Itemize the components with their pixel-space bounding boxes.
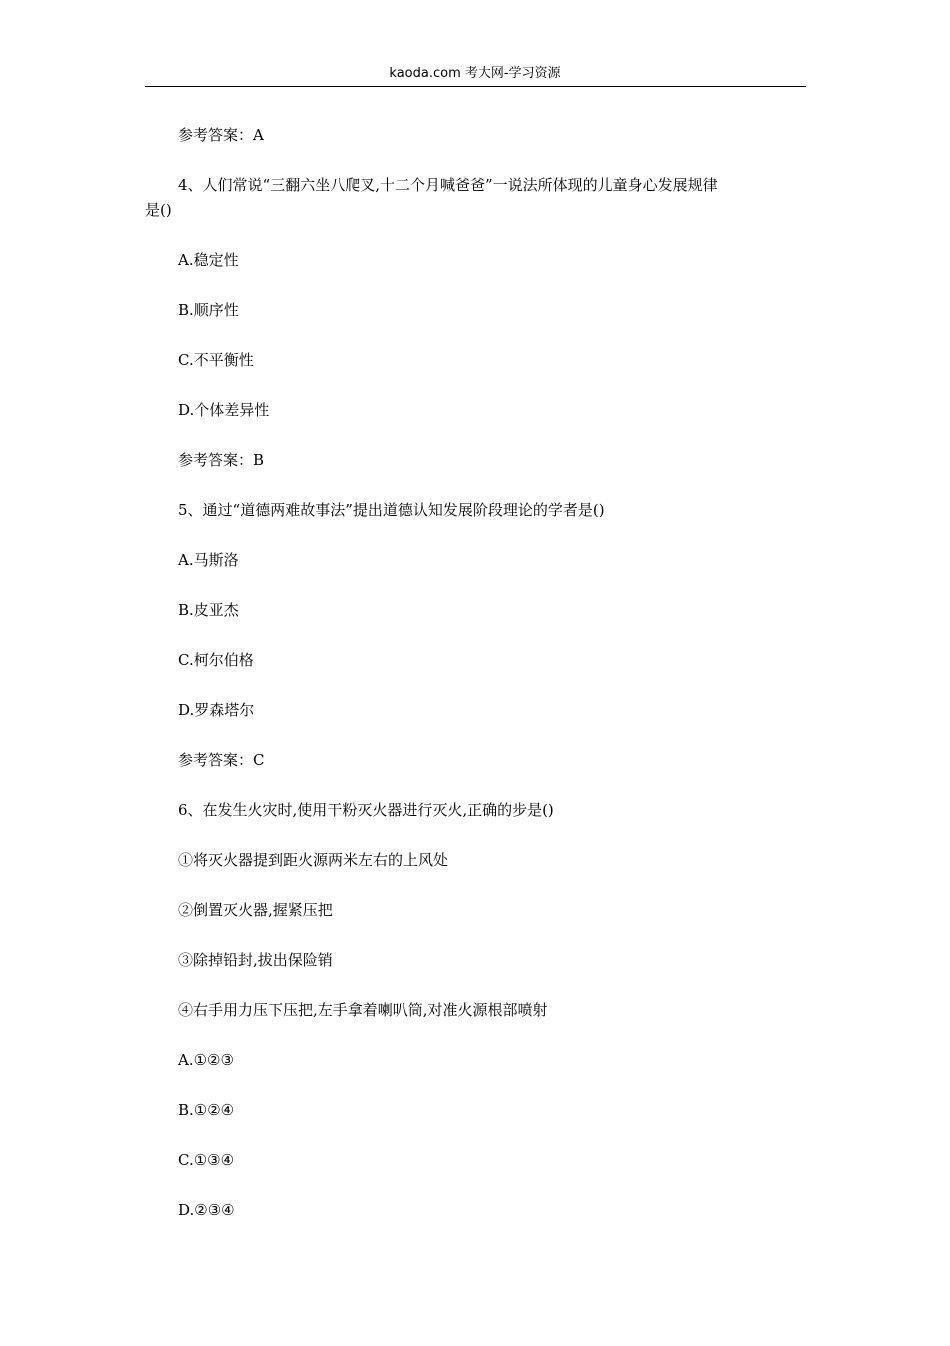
q4-option-b: B.顺序性 <box>178 301 239 319</box>
q6-option-d: D.②③④ <box>178 1201 235 1219</box>
q4-stem-line1: 4、人们常说“三翻六坐八爬叉,十二个月喊爸爸”一说法所体现的儿童身心发展规律 <box>178 176 718 194</box>
q6-step-3: ③除掉铅封,拔出保险销 <box>178 951 333 969</box>
answer-q3: 参考答案：A <box>178 126 264 144</box>
q5-option-d: D.罗森塔尔 <box>178 701 255 719</box>
q6-option-a: A.①②③ <box>178 1051 234 1069</box>
q4-answer: 参考答案：B <box>178 451 265 469</box>
q4-option-a: A.稳定性 <box>178 251 239 269</box>
q6-step-2: ②倒置灭火器,握紧压把 <box>178 901 333 919</box>
q4-option-c: C.不平衡性 <box>178 351 254 369</box>
q4-stem-line2: 是() <box>145 201 172 219</box>
q4-option-d: D.个体差异性 <box>178 401 270 419</box>
q6-option-c: C.①③④ <box>178 1151 235 1169</box>
q5-option-b: B.皮亚杰 <box>178 601 239 619</box>
q6-option-b: B.①②④ <box>178 1101 235 1119</box>
q6-step-4: ④右手用力压下压把,左手拿着喇叭筒,对准火源根部喷射 <box>178 1001 548 1019</box>
q5-answer: 参考答案：C <box>178 751 265 769</box>
q6-step-1: ①将灭火器提到距火源两米左右的上风处 <box>178 851 449 869</box>
q5-option-c: C.柯尔伯格 <box>178 651 254 669</box>
q5-option-a: A.马斯洛 <box>178 551 239 569</box>
q6-stem: 6、在发生火灾时,使用干粉灭火器进行灭火,正确的步是() <box>178 801 554 819</box>
header-rule <box>145 86 806 87</box>
q5-stem: 5、通过“道德两难故事法”提出道德认知发展阶段理论的学者是() <box>178 501 605 519</box>
page-header: kaoda.com 考大网-学习资源 <box>389 66 561 81</box>
